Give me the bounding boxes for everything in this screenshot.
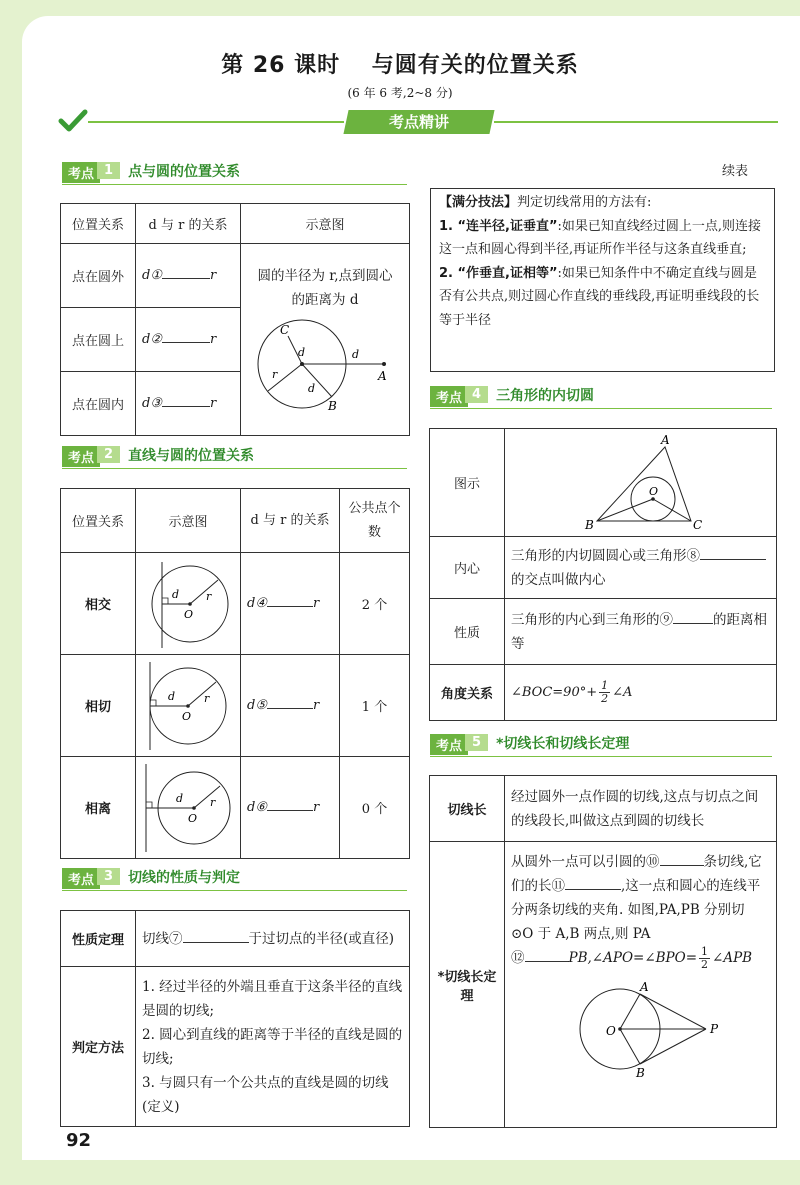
s1-diagram-text: 圆的半径为 r,点到圆心的距离为 d (257, 268, 393, 308)
section-banner: 考点精讲 (343, 110, 494, 134)
section2-heading (62, 446, 407, 469)
s2-row-count: 2 个 (340, 553, 410, 655)
s2-row-relation: d⑥ r (241, 757, 340, 859)
page-number: 92 (66, 1130, 92, 1151)
svg-text:O: O (188, 811, 198, 825)
continued-label: 续表 (722, 164, 749, 179)
svg-text:r: r (272, 368, 278, 381)
svg-text:r: r (204, 691, 210, 705)
s1-header-0: 位置关系 (61, 204, 136, 244)
s3-property-text: 切线⑦ 于过切点的半径(或直径) (136, 911, 410, 967)
s4-angle-label: 角度关系 (430, 665, 505, 721)
s2-header-3: 公共点个数 (340, 489, 410, 553)
section1-title: 点与圆的位置关系 (128, 164, 241, 180)
svg-text:C: C (280, 323, 290, 337)
section1-table (60, 203, 410, 436)
s1-row-label: 点在圆内 (61, 372, 136, 436)
svg-text:O: O (184, 607, 194, 621)
s2-diagram-intersect (136, 553, 241, 655)
s2-row-count: 1 个 (340, 655, 410, 757)
svg-text:d: d (352, 348, 360, 361)
s2-diagram-separate (136, 757, 241, 859)
s2-row-relation: d④ r (241, 553, 340, 655)
s1-diagram-cell (241, 244, 410, 436)
section1-heading (62, 162, 407, 185)
page-title: 第 26 课时 与圆有关的位置关系 (221, 53, 579, 78)
section4-title: 三角形的内切圆 (496, 388, 595, 404)
svg-text:O: O (182, 709, 192, 723)
s5-theorem-text: 从圆外一点可以引圆的⑩ 条切线,它们的长⑪ ,这一点和圆心的连线平分两条切线的夹角. 如图,PA,PB 分别切 ⊙O 于 A,B 两点,则 PA ⑫ PB,∠APO=∠BPO= $\frac{1}{2}$ ∠APB A B O P (505, 842, 777, 1128)
line-intersect-diagram (140, 556, 236, 652)
svg-text:d: d (176, 791, 184, 805)
svg-text:d: d (308, 382, 316, 395)
svg-text:O: O (648, 484, 658, 498)
section2-table (60, 488, 410, 859)
s4-incenter-text: 三角形的内切圆圆心或三角形⑧的交点叫做内心 (505, 537, 777, 599)
section2-tag: 考点 (62, 446, 100, 467)
tips-intro: 判定切线常用的方法有: (517, 195, 652, 210)
s3-judge-item: 3. 与圆只有一个公共点的直线是圆的切线(定义) (142, 1074, 389, 1115)
section2-title: 直线与圆的位置关系 (128, 448, 255, 464)
s2-header-0: 位置关系 (61, 489, 136, 553)
svg-text:B: B (584, 517, 594, 532)
s2-row-relation: d⑤ r (241, 655, 340, 757)
svg-text:P: P (709, 1022, 718, 1036)
svg-text:d: d (172, 587, 180, 601)
rule-right (494, 121, 778, 123)
s1-row-relation: d① r (136, 244, 241, 308)
section3-num: 3 (97, 868, 120, 885)
svg-text:d: d (168, 689, 176, 703)
section1-num: 1 (97, 162, 120, 179)
s1-row-label: 点在圆上 (61, 308, 136, 372)
section5-num: 5 (465, 734, 488, 751)
s3-property-label: 性质定理 (61, 911, 136, 967)
s2-diagram-tangent (136, 655, 241, 757)
tips-label: 【满分技法】 (439, 195, 518, 210)
tips-item2-text: :如果已知条件中不确定直线与圆是否有公共点,则过圆心作直线的垂线段,再证明垂线段的长等于半径 (439, 265, 760, 328)
s2-row-count: 0 个 (340, 757, 410, 859)
section3-title: 切线的性质与判定 (128, 870, 241, 886)
section1-tag: 考点 (62, 162, 100, 183)
line-tangent-diagram (140, 658, 236, 754)
svg-text:A: A (378, 369, 387, 383)
incircle-diagram (571, 433, 711, 533)
section4-heading (430, 386, 772, 409)
section3-table (60, 910, 410, 1127)
s1-row-relation: d③ r (136, 372, 241, 436)
tips-item2-title: 2. “作垂直,证相等” (439, 265, 558, 281)
s2-row-label: 相离 (61, 757, 136, 859)
s4-property-text: 三角形的内心到三角形的⑨ 的距离相等 (505, 599, 777, 665)
s5-len-text: 经过圆外一点作圆的切线,这点与切点之间的线段长,叫做这点到圆的切线长 (505, 776, 777, 842)
tips-box (430, 188, 775, 372)
s5-len-label: 切线长 (430, 776, 505, 842)
s4-fig-label: 图示 (430, 429, 505, 537)
s2-header-2: d 与 r 的关系 (241, 489, 340, 553)
s2-row-label: 相切 (61, 655, 136, 757)
line-separate-diagram (140, 760, 236, 856)
s2-row-label: 相交 (61, 553, 136, 655)
svg-text:B: B (328, 399, 337, 413)
s2-header-1: 示意图 (136, 489, 241, 553)
s3-judge-item: 2. 圆心到直线的距离等于半径的直线是圆的切线; (142, 1026, 403, 1067)
section5-table (429, 775, 777, 1128)
tangent-length-diagram (556, 981, 726, 1077)
svg-text:C: C (692, 517, 702, 532)
section5-title: *切线长和切线长定理 (496, 736, 630, 752)
svg-text:A: A (639, 981, 649, 994)
svg-text:r: r (206, 589, 212, 603)
section3-heading (62, 868, 407, 891)
section3-tag: 考点 (62, 868, 100, 889)
s1-row-relation: d② r (136, 308, 241, 372)
s4-incenter-label: 内心 (430, 537, 505, 599)
tips-item1-title: 1. “连半径,证垂直” (439, 218, 558, 234)
s4-property-label: 性质 (430, 599, 505, 665)
section2-num: 2 (97, 446, 120, 463)
check-icon (58, 108, 88, 134)
point-circle-diagram (244, 314, 406, 414)
s3-judge-list (136, 967, 410, 1127)
section5-tag: 考点 (430, 734, 468, 755)
svg-text:B: B (635, 1066, 645, 1077)
svg-text:r: r (210, 795, 216, 809)
s1-row-label: 点在圆外 (61, 244, 136, 308)
section4-tag: 考点 (430, 386, 468, 407)
section4-num: 4 (465, 386, 488, 403)
svg-text:O: O (605, 1024, 616, 1038)
section5-heading (430, 734, 772, 757)
rule-left (88, 121, 344, 123)
s5-theorem-label: *切线长定理 (430, 842, 505, 1128)
tips-item1-text: :如果已知直线经过圆上一点,则连接这一点和圆心得到半径,再证所作半径与这条直线垂直; (439, 218, 762, 257)
svg-text:A: A (660, 432, 670, 447)
s1-header-1: d 与 r 的关系 (136, 204, 241, 244)
s1-header-2: 示意图 (241, 204, 410, 244)
s3-judge-label: 判定方法 (61, 967, 136, 1127)
section4-table (429, 428, 777, 721)
page-subtitle: (6 年 6 考,2~8 分) (347, 86, 453, 100)
svg-text:d: d (298, 346, 306, 359)
s3-judge-item: 1. 经过半径的外端且垂直于这条半径的直线是圆的切线; (142, 978, 403, 1019)
s4-diagram-cell (505, 429, 777, 537)
s4-angle-text: ∠BOC=90°+ $\frac{1}{2}$ ∠A (505, 665, 777, 721)
